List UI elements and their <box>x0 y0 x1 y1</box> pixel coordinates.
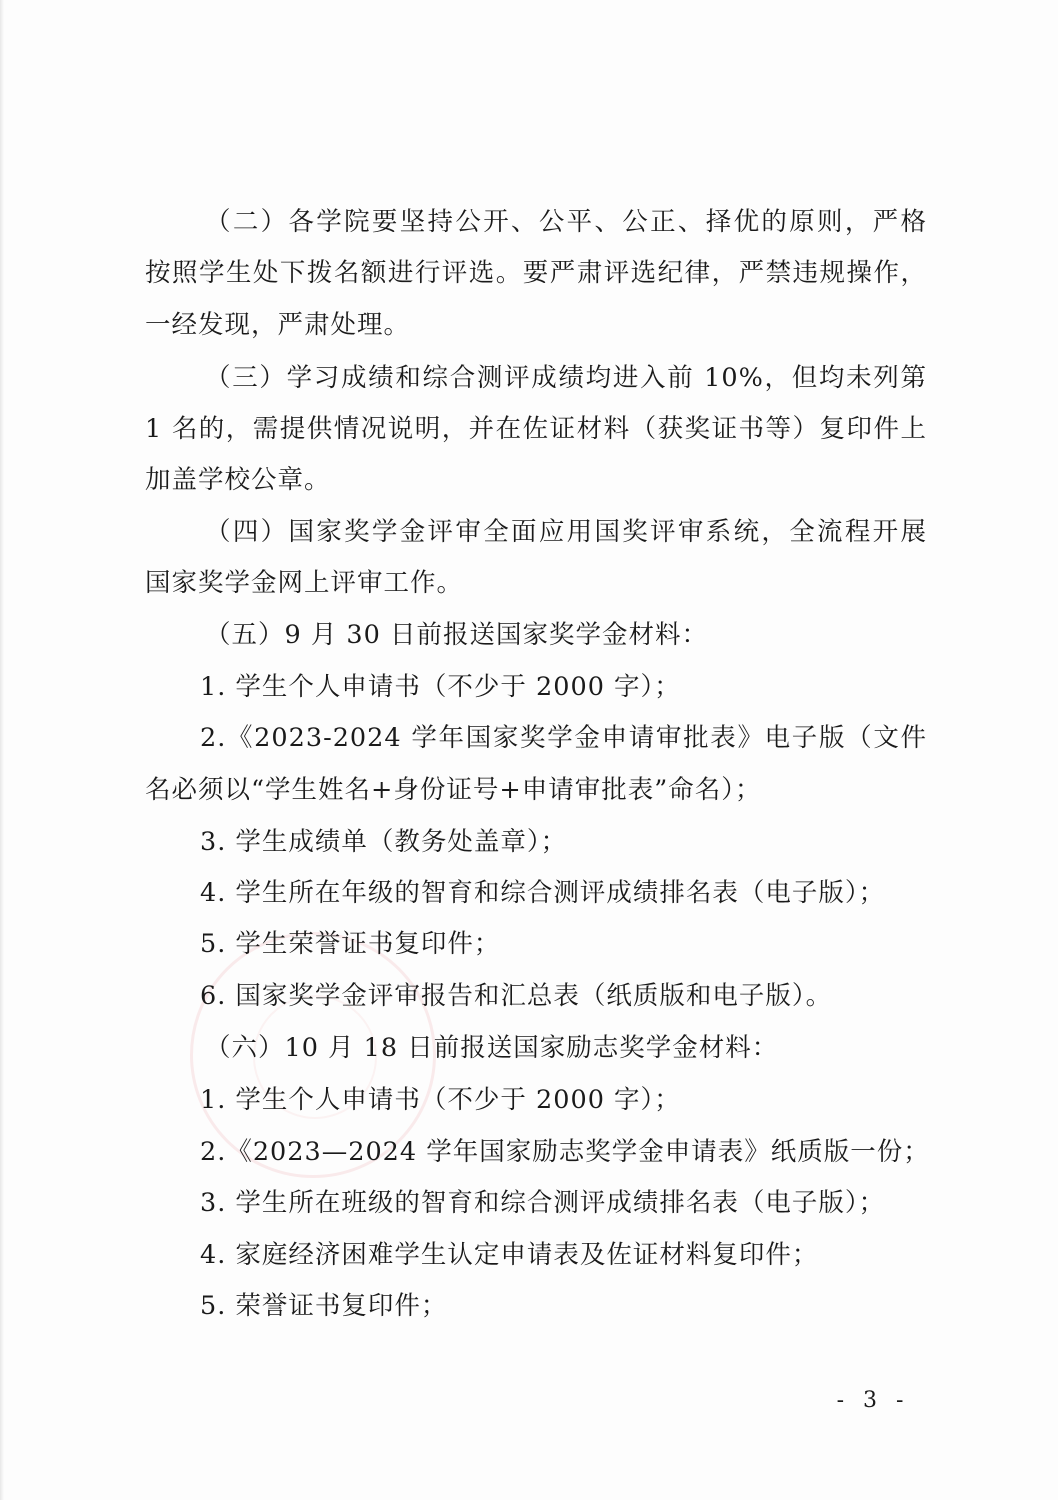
paragraph-3-line-2: 1 名的，需提供情况说明，并在佐证材料（获奖证书等）复印件上 <box>145 414 927 444</box>
paragraph-5-item-2-line-2: 名必须以“学生姓名+身份证号+申请审批表”命名）； <box>145 775 762 805</box>
paragraph-6-item-4: 4. 家庭经济困难学生认定申请表及佐证材料复印件； <box>200 1240 819 1270</box>
paragraph-5-item-5: 5. 学生荣誉证书复印件； <box>200 929 501 959</box>
paragraph-4-line-1: （四）国家奖学金评审全面应用国奖评审系统，全流程开展 <box>205 517 927 547</box>
paragraph-5-item-3: 3. 学生成绩单（教务处盖章）； <box>200 827 568 857</box>
paragraph-2-line-3: 一经发现，严肃处理。 <box>145 310 411 340</box>
paragraph-6-item-2: 2.《2023—2024 学年国家励志奖学金申请表》纸质版一份； <box>200 1137 930 1167</box>
page-edge-shadow <box>0 0 4 1500</box>
paragraph-2-line-2: 按照学生处下拨名额进行评选。要严肃评选纪律，严禁违规操作， <box>145 258 927 288</box>
paragraph-6-item-3: 3. 学生所在班级的智育和综合测评成绩排名表（电子版）； <box>200 1188 886 1218</box>
paragraph-5-item-1: 1. 学生个人申请书（不少于 2000 字）； <box>200 672 681 702</box>
paragraph-5-item-6: 6. 国家奖学金评审报告和汇总表（纸质版和电子版）。 <box>200 981 833 1011</box>
paragraph-3-line-3: 加盖学校公章。 <box>145 465 331 495</box>
paragraph-6-heading: （六）10 月 18 日前报送国家励志奖学金材料： <box>205 1033 779 1063</box>
page-number: - 3 - <box>836 1388 910 1413</box>
paragraph-2-line-1: （二）各学院要坚持公开、公平、公正、择优的原则，严格 <box>205 207 927 237</box>
paragraph-5-heading: （五）9 月 30 日前报送国家奖学金材料： <box>205 620 708 650</box>
paragraph-4-line-2: 国家奖学金网上评审工作。 <box>145 568 464 598</box>
paragraph-5-item-4: 4. 学生所在年级的智育和综合测评成绩排名表（电子版）； <box>200 878 886 908</box>
paragraph-3-line-1: （三）学习成绩和综合测评成绩均进入前 10%，但均未列第 <box>205 363 927 393</box>
paragraph-6-item-5: 5. 荣誉证书复印件； <box>200 1291 448 1321</box>
paragraph-5-item-2-line-1: 2.《2023-2024 学年国家奖学金申请审批表》电子版（文件 <box>200 723 927 753</box>
paragraph-6-item-1: 1. 学生个人申请书（不少于 2000 字）； <box>200 1085 681 1115</box>
